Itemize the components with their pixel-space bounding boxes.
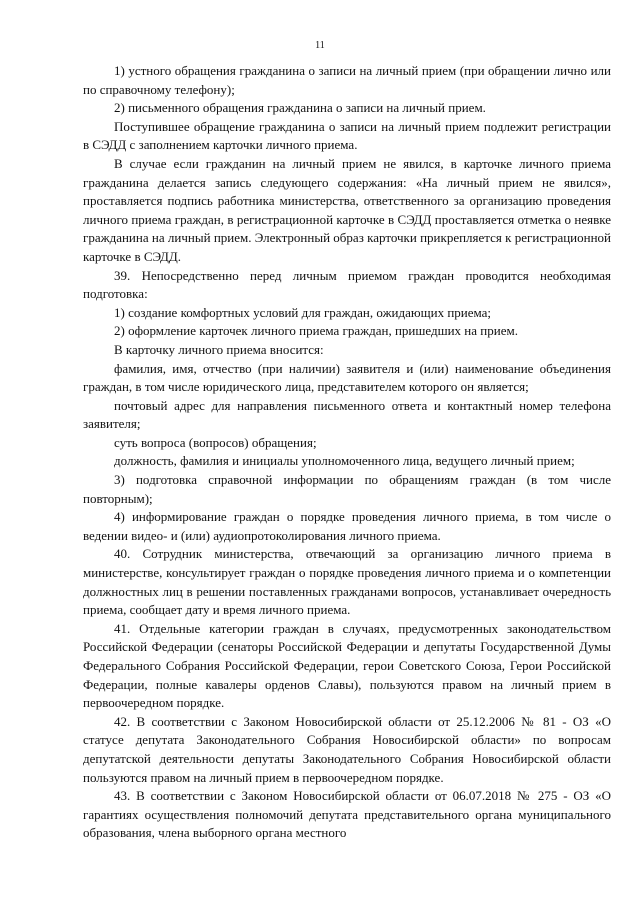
paragraph-p2: 2) письменного обращения гражданина о записи на личный прием. xyxy=(114,100,486,116)
paragraph-p3: Поступившее обращение гражданина о записи на личный прием подлежит регистрации в СЭДД с заполнением карточки личного приема. xyxy=(83,118,611,153)
paragraph-p12: должность, фамилия и инициалы уполномоченного лица, ведущего личный прием; xyxy=(114,453,575,469)
paragraph-p10: почтовый адрес для направления письменного ответа и контактный номер телефона заявителя; xyxy=(83,397,611,432)
document-body xyxy=(83,62,611,843)
paragraph-p9: фамилия, имя, отчество (при наличии) заявителя и (или) наименование объединения граждан, в том числе юридического лица, представителем которого он является; xyxy=(83,360,611,395)
paragraph-p7: 2) оформление карточек личного приема граждан, пришедших на прием. xyxy=(114,323,518,339)
paragraph-p16: 41. Отдельные категории граждан в случаях, предусмотренных законодательством Российской Федерации (сенаторы Российской Федерации и депутаты Государственной Думы Федерального Собрания Российской Федерации, герои Советского Союза, Герои Российской Федерации, полные кавалеры орденов Славы), пользуются правом на личный прием в первоочередном порядке. xyxy=(83,620,611,711)
paragraph-p17: 42. В соответствии с Законом Новосибирской области от 25.12.2006 № 81 - ОЗ «О статусе депутата Законодательного Собрания Новосибирской области» по вопросам депутатской деятельности депутаты Законодательного Собрания Новосибирской области пользуются правом на личный прием в первоочередном порядке. xyxy=(83,713,611,785)
page-number: 11 xyxy=(315,40,325,51)
paragraph-p4: В случае если гражданин на личный прием не явился, в карточке личного приема гражданина делается запись следующего содержания: «На личный прием не явился», проставляется подпись работника министерства, ответственного за организацию проведения личного приема граждан, в регистрационной карточке в СЭДД проставляется отметка о неявке гражданина на личный прием. Электронный образ карточки прикрепляется к регистрационной карточке в СЭДД. xyxy=(83,155,611,264)
paragraph-p5: 39. Непосредственно перед личным приемом граждан проводится необходимая подготовка: xyxy=(83,267,611,302)
paragraph-p15: 40. Сотрудник министерства, отвечающий за организацию личного приема в министерстве, консультирует граждан о порядке проведения личного приема и о компетенции должностных лиц в решении поставленных гражданами вопросов, устанавливает очередность приема, сообщает дату и время личного приема. xyxy=(83,546,611,618)
paragraph-p13: 3) подготовка справочной информации по обращениям граждан (в том числе повторным); xyxy=(83,472,611,506)
paragraph-p14: 4) информирование граждан о порядке проведения личного приема, в том числе о ведении видео- и (или) аудиопротоколирования личного приема. xyxy=(83,509,611,543)
paragraph-p1: 1) устного обращения гражданина о записи на личный прием (при обращении лично или по справочному телефону); xyxy=(83,63,611,97)
paragraph-p11: суть вопроса (вопросов) обращения; xyxy=(114,434,317,450)
paragraph-p6: 1) создание комфортных условий для граждан, ожидающих приема; xyxy=(114,304,492,320)
paragraph-p18: 43. В соответствии с Законом Новосибирской области от 06.07.2018 № 275 - ОЗ «О гарантиях осуществления полномочий депутата представительного органа муниципального образования, члена выборного органа местного xyxy=(83,788,611,841)
paragraph-p8: В карточку личного приема вносится: xyxy=(114,341,324,357)
